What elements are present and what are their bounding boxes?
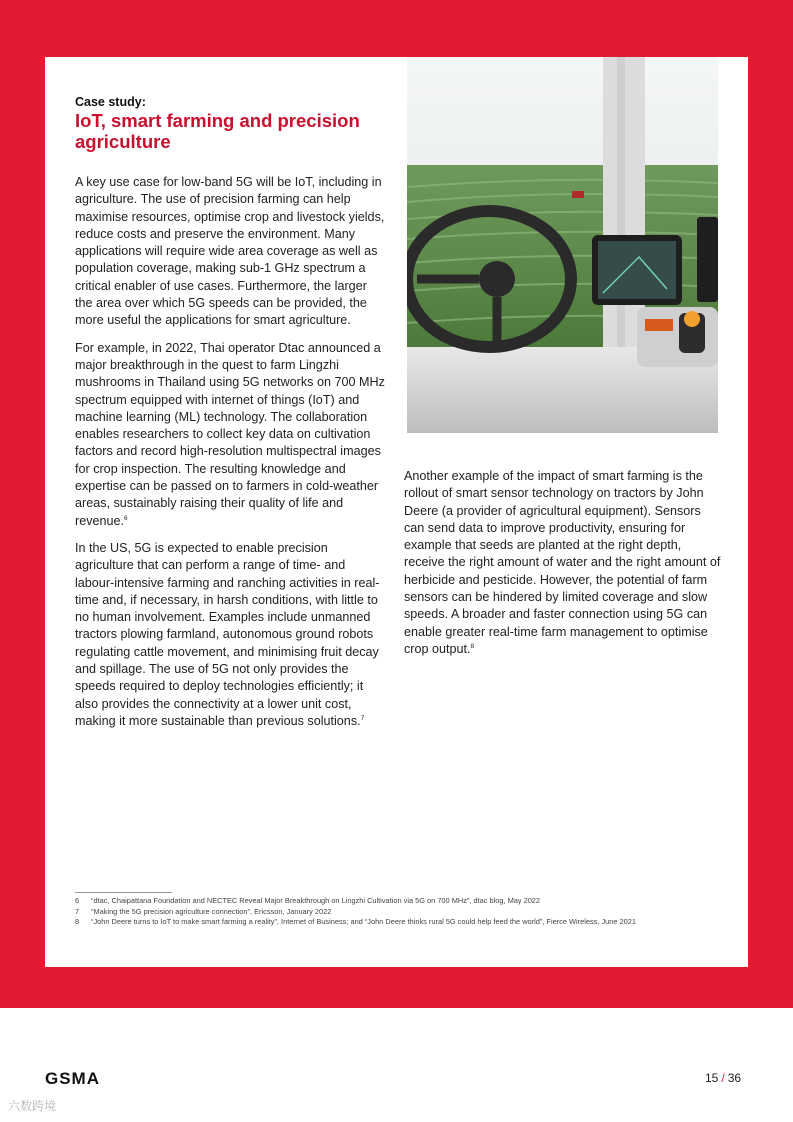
page-current: 15 bbox=[705, 1071, 719, 1085]
footnote-text: “John Deere turns to IoT to make smart farming a reality”, Internet of Business; and “John Deere thinks rural 5G could help feed the world”, Fierce Wireless, June 2021 bbox=[91, 917, 636, 927]
gsma-logo: GSMA bbox=[45, 1069, 100, 1088]
footnote bbox=[75, 907, 695, 918]
right-column bbox=[404, 468, 722, 668]
paragraph bbox=[75, 540, 387, 730]
page-total: 36 bbox=[727, 1071, 742, 1085]
page-title: IoT, smart farming and precision agriculture bbox=[75, 110, 360, 152]
footnote-ref[interactable]: 6 bbox=[124, 514, 128, 522]
paragraph bbox=[404, 468, 722, 658]
footnotes bbox=[75, 896, 695, 928]
footnote bbox=[75, 896, 695, 907]
footnote-divider bbox=[75, 892, 172, 893]
page-separator: / bbox=[721, 1071, 725, 1085]
paragraph bbox=[75, 340, 387, 530]
footnote-ref[interactable]: 7 bbox=[360, 714, 365, 722]
footnote-number: 8 bbox=[75, 917, 80, 927]
footnote-number: 6 bbox=[75, 896, 80, 905]
footnote-number: 7 bbox=[75, 906, 80, 916]
footnote-ref[interactable]: 8 bbox=[470, 642, 475, 650]
paragraph-text: For example, in 2022, Thai operator Dtac announced a major breakthrough in the quest to farm Lingzhi mushrooms in Thailand using 5G networks on 700 MHz spectrum equipped with internet of things (IoT) and machine learning (ML) technology. The collaboration enables researchers to collect key data on cultivation factors and record high-resolution multispectral images for crop inspection. The resulting knowledge and expertise can be passed on to farmers in cold-weather areas, sustainably raising their quality of life and revenue. bbox=[75, 340, 385, 528]
footnote-text: “dtac, Chaipattana Foundation and NECTEC Reveal Major Breakthrough on Lingzhi Cultivation via 5G on 700 MHz”, dtac blog, May 2022 bbox=[91, 896, 541, 905]
paragraph bbox=[75, 174, 387, 330]
case-study-eyebrow: Case study: bbox=[75, 95, 146, 109]
paragraph-text: In the US, 5G is expected to enable precision agriculture that can perform a range of time- and labour-intensive farming and ranching activities in real-time and, if necessary, in harsh conditions, with little to no human involvement. Examples include unmanned tractors plowing farmland, autonomous ground robots regulating cattle movement, and minimising fruit decay and spillage. The use of 5G not only provides the speeds required to deploy technologies efficiently; it also provides the connectivity at a lower unit cost, making it more sustainable than previous solutions. bbox=[75, 540, 380, 728]
footnote bbox=[75, 917, 695, 928]
paragraph-text: A key use case for low-band 5G will be IoT, including in agriculture. The use of precision farming can help maximise resources, optimise crop and livestock yields, reduce costs and preserve the environment. Many applications will require wide area coverage as well as population coverage, making sub-1 GHz spectrum a critical enabler of use cases. Furthermore, the larger the area over which 5G speeds can be provided, the more useful the applications for smart agriculture. bbox=[75, 175, 385, 328]
footnote-text: “Making the 5G precision agriculture connection”, Ericsson, January 2022 bbox=[91, 906, 332, 916]
left-column bbox=[75, 174, 387, 740]
paragraph-text: Another example of the impact of smart farming is the rollout of smart sensor technology on tractors by John Deere (a provider of agricultural equipment). Sensors can send data to improve productivity, ensuring for example that seeds are planted at the right depth, receive the right amount of water and the right amount of herbicide and pesticide. However, the potential of farm sensors can be hindered by limited coverage and slow speeds. A broader and faster connection using 5G can enable greater real-time farm management to optimise crop output. bbox=[404, 469, 721, 656]
page-number bbox=[705, 1071, 741, 1085]
tractor-cab-photo bbox=[407, 57, 718, 433]
watermark: 六数跨境 bbox=[8, 1099, 57, 1113]
